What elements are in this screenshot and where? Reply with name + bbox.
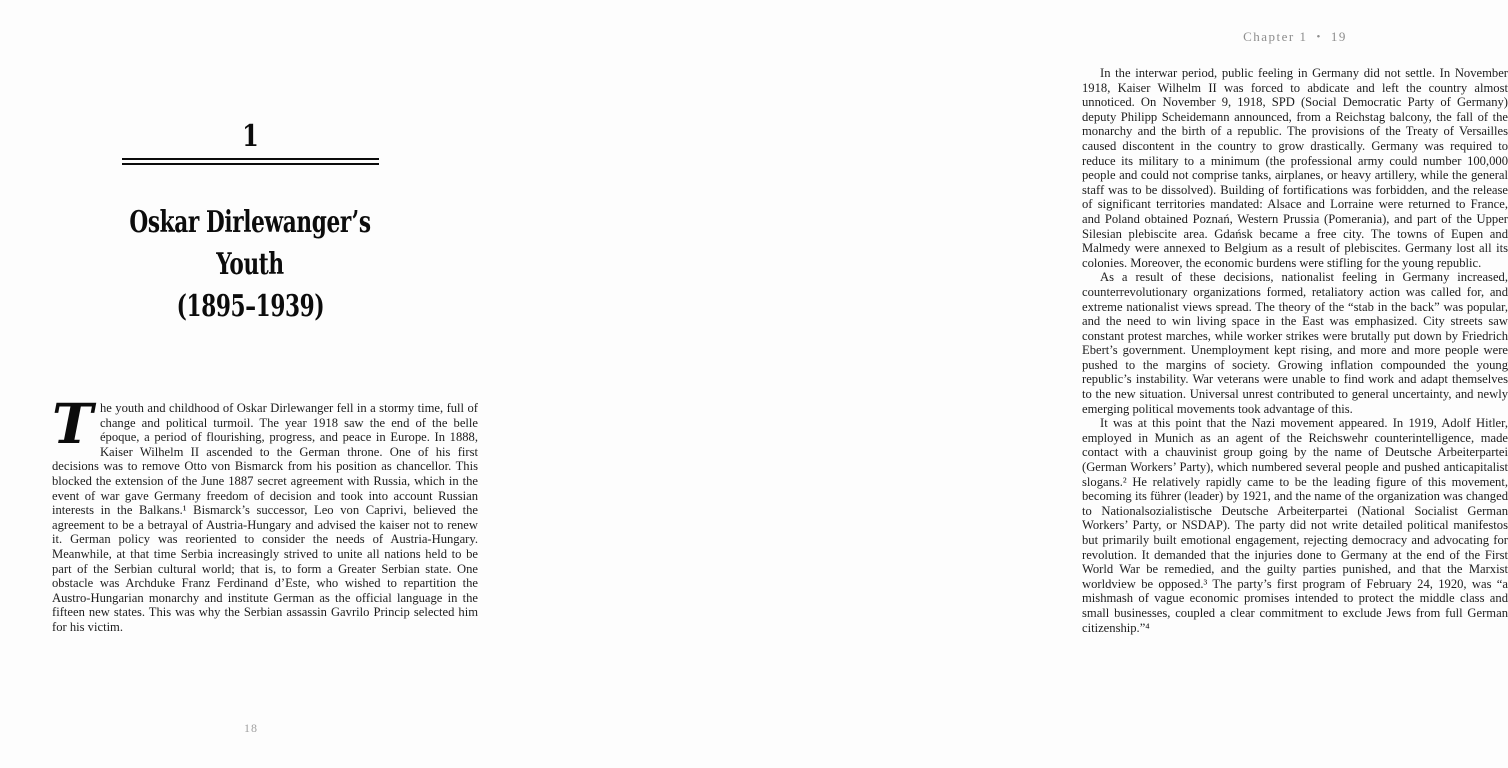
chapter-number — [37, 119, 463, 154]
right-page-body — [1082, 66, 1508, 635]
left-body-paragraph — [52, 391, 478, 635]
chapter-title-line-2: (1895–1939) — [176, 289, 324, 324]
running-head-separator-icon: • — [1316, 31, 1322, 43]
right-page — [512, 0, 1508, 768]
chapter-number-text: 1 — [241, 119, 259, 154]
chapter-title-line-1: Oskar Dirlewanger’s Youth — [129, 205, 371, 282]
left-page-body — [52, 391, 478, 635]
running-head — [1082, 29, 1508, 45]
body-paragraph-1: In the interwar period, public feeling in Germany did not settle. In November 1918, Kaiser Wilhelm II was forced to abdicate and left the country almost unnoticed. On November 9, 1918, SPD (Social Democratic Party of Germany) deputy Philipp Scheidemann announced, from a Reichstag balcony, the fall of the monarchy and the birth of a republic. The provisions of the Treaty of Versailles caused discontent in the country to grow drastically. Germany was required to reduce its military to a minimum (the professional army could number 100,000 people and could not comprise tanks, airplanes, or heavy artillery, while the general staff was to be dissolved). Building of fortifications was forbidden, and the release of significant territories mandated: Alsace and Lorraine were returned to France, and Poland obtained Poznań, Western Prussia (Pomerania), and part of the Upper Silesian plebiscite area. Gdańsk became a free city. The towns of Eupen and Malmedy were annexed to Belgium as a result of plebiscites. Germany lost all its colonies. Moreover, the economic burdens were stifling for the young republic. — [1082, 66, 1508, 270]
left-page — [0, 0, 512, 768]
running-head-page-number: 19 — [1330, 29, 1347, 44]
left-body-paragraph-text: he youth and childhood of Oskar Dirlewanger fell in a stormy time, full of change and political turmoil. The year 1918 saw the end of the belle époque, a period of flourishing, progress, and peace in Europe. In 1888, Kaiser Wilhelm II ascended to the German throne. One of his first decisions was to remove Otto von Bismarck from his position as chancellor. This blocked the extension of the June 1887 secret agreement with Russia, which in the event of war gave Germany freedom of decision and took into account Russian interests in the Balkans.¹ Bismarck’s successor, Leo von Caprivi, believed the agreement to be a betrayal of Austria-Hungary and advised the kaiser not to renew it. German policy was reoriented to consider the needs of Austria-Hungary. Meanwhile, at that time Serbia increasingly strived to unite all nations held to be part of the Serbian cultural world; that is, to form a Greater Serbian state. One obstacle was Archduke Franz Ferdinand d’Este, who wished to repartition the Austro-Hungarian monarchy and institute German as the official language in the fifteen new states. This was why the Serbian assassin Gavrilo Princip selected him for his victim. — [52, 401, 478, 634]
left-page-number: 18 — [244, 721, 258, 735]
chapter-head — [37, 119, 463, 328]
running-head-chapter: Chapter 1 — [1243, 29, 1308, 44]
body-paragraph-3: It was at this point that the Nazi movement appeared. In 1919, Adolf Hitler, employed in Munich as an agent of the Reichswehr counterintelligence, made contact with a chauvinist group going by the name of Deutsche Arbeiterpartei (German Workers’ Party), which numbered several people and pushed anticapitalist slogans.² He relatively rapidly came to be the leading figure of this movement, becoming its führer (leader) by 1921, and the name of the organization was changed to Nationalsozialistische Deutsche Arbeiterpartei (National Socialist German Workers’ Party, or NSDAP). The party did not write detailed political manifestos but primarily built emotional engagement, rejecting democracy and advocating for revolution. It demanded that the injuries done to Germany at the end of the First World War be remedied, and the guilty parties punished, and that the Marxist worldview be opposed.³ The party’s first program of February 24, 1920, was “a mishmash of vague economic promises intended to protect the middle class and small businesses, coupled a clear commitment to exclude Jews from full German citizenship.”⁴ — [1082, 416, 1508, 635]
drop-cap: T — [52, 391, 93, 456]
chapter-title — [37, 202, 463, 328]
chapter-double-rule — [122, 158, 379, 165]
body-paragraph-2: As a result of these decisions, nationalist feeling in Germany increased, counterrevolutionary organizations formed, retaliatory action was called for, and extreme nationalist views spread. The theory of the “stab in the back” was popular, and the need to win living space in the East was emphasized. City streets saw constant protest marches, while worker strikes were brutally put down by Friedrich Ebert’s government. Unemployment kept rising, and more and more people were pushed to the margins of society. Growing inflation compounded the young republic’s instability. War veterans were unable to find work and adapt themselves to the new situation. Universal unrest contributed to general uncertainty, and newly emerging political movements took advantage of this. — [1082, 270, 1508, 416]
